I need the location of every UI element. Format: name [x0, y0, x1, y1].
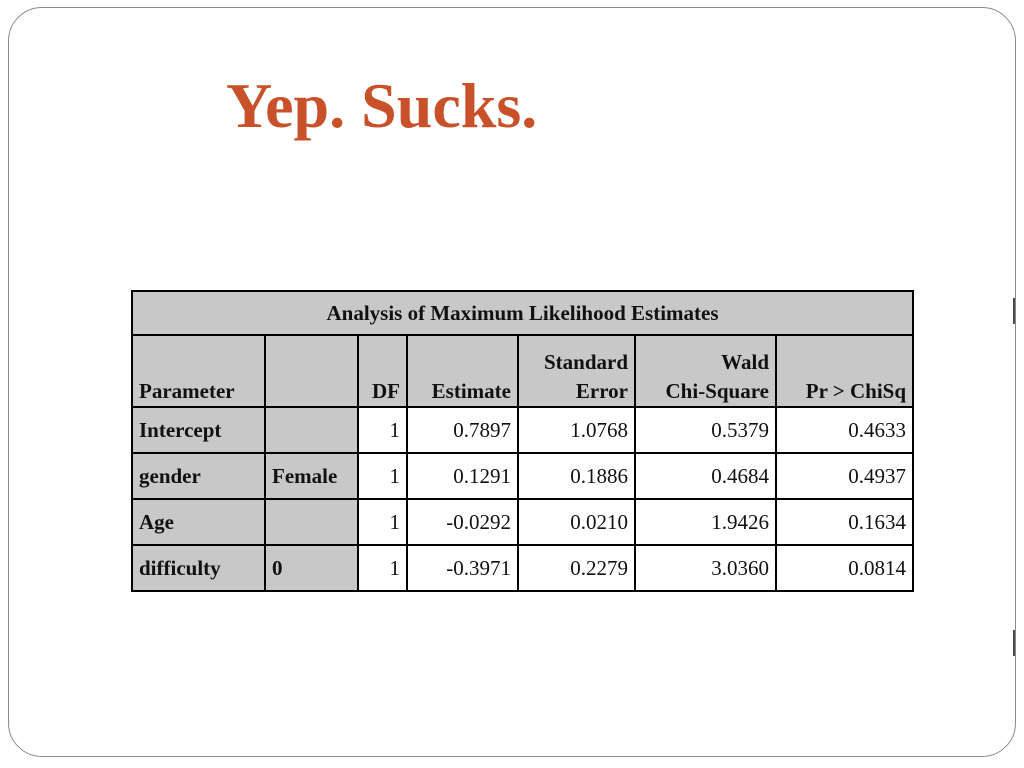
row-df: 1 — [358, 499, 407, 545]
row-parameter: Intercept — [132, 407, 265, 453]
row-std-error: 0.2279 — [518, 545, 635, 591]
row-level: Female — [265, 453, 358, 499]
row-p-value: 0.1634 — [776, 499, 913, 545]
header-estimate: Estimate — [407, 335, 518, 407]
header-standard-error-line1: Standard — [543, 350, 628, 374]
header-p-value: Pr > ChiSq — [776, 335, 913, 407]
estimates-table — [131, 290, 914, 592]
row-std-error: 0.0210 — [518, 499, 635, 545]
row-level — [265, 407, 358, 453]
table-row — [132, 453, 913, 499]
row-df: 1 — [358, 407, 407, 453]
row-parameter: Age — [132, 499, 265, 545]
table-row — [132, 499, 913, 545]
row-df: 1 — [358, 545, 407, 591]
row-p-value: 0.4937 — [776, 453, 913, 499]
row-std-error: 1.0768 — [518, 407, 635, 453]
row-p-value: 0.4633 — [776, 407, 913, 453]
header-standard-error-line2: Error — [575, 379, 628, 403]
header-wald-line1: Wald — [721, 350, 769, 374]
row-wald: 0.5379 — [635, 407, 776, 453]
row-level — [265, 499, 358, 545]
row-estimate: -0.0292 — [407, 499, 518, 545]
header-wald-chi-square — [635, 335, 776, 407]
edge-marker-bottom — [1013, 630, 1015, 656]
row-wald: 0.4684 — [635, 453, 776, 499]
table-caption-row — [132, 291, 913, 335]
header-parameter: Parameter — [132, 335, 265, 407]
table-row — [132, 407, 913, 453]
header-wald-line2: Chi-Square — [665, 379, 769, 403]
header-standard-error — [518, 335, 635, 407]
row-wald: 1.9426 — [635, 499, 776, 545]
row-level: 0 — [265, 545, 358, 591]
row-parameter: difficulty — [132, 545, 265, 591]
row-std-error: 0.1886 — [518, 453, 635, 499]
row-estimate: -0.3971 — [407, 545, 518, 591]
row-wald: 3.0360 — [635, 545, 776, 591]
row-p-value: 0.0814 — [776, 545, 913, 591]
header-df: DF — [358, 335, 407, 407]
row-parameter: gender — [132, 453, 265, 499]
table-caption: Analysis of Maximum Likelihood Estimates — [132, 291, 913, 335]
table-row — [132, 545, 913, 591]
slide-title: Yep. Sucks. — [226, 70, 538, 141]
table-header-row — [132, 335, 913, 407]
row-estimate: 0.7897 — [407, 407, 518, 453]
header-level — [265, 335, 358, 407]
edge-marker-top — [1013, 298, 1015, 324]
row-df: 1 — [358, 453, 407, 499]
row-estimate: 0.1291 — [407, 453, 518, 499]
